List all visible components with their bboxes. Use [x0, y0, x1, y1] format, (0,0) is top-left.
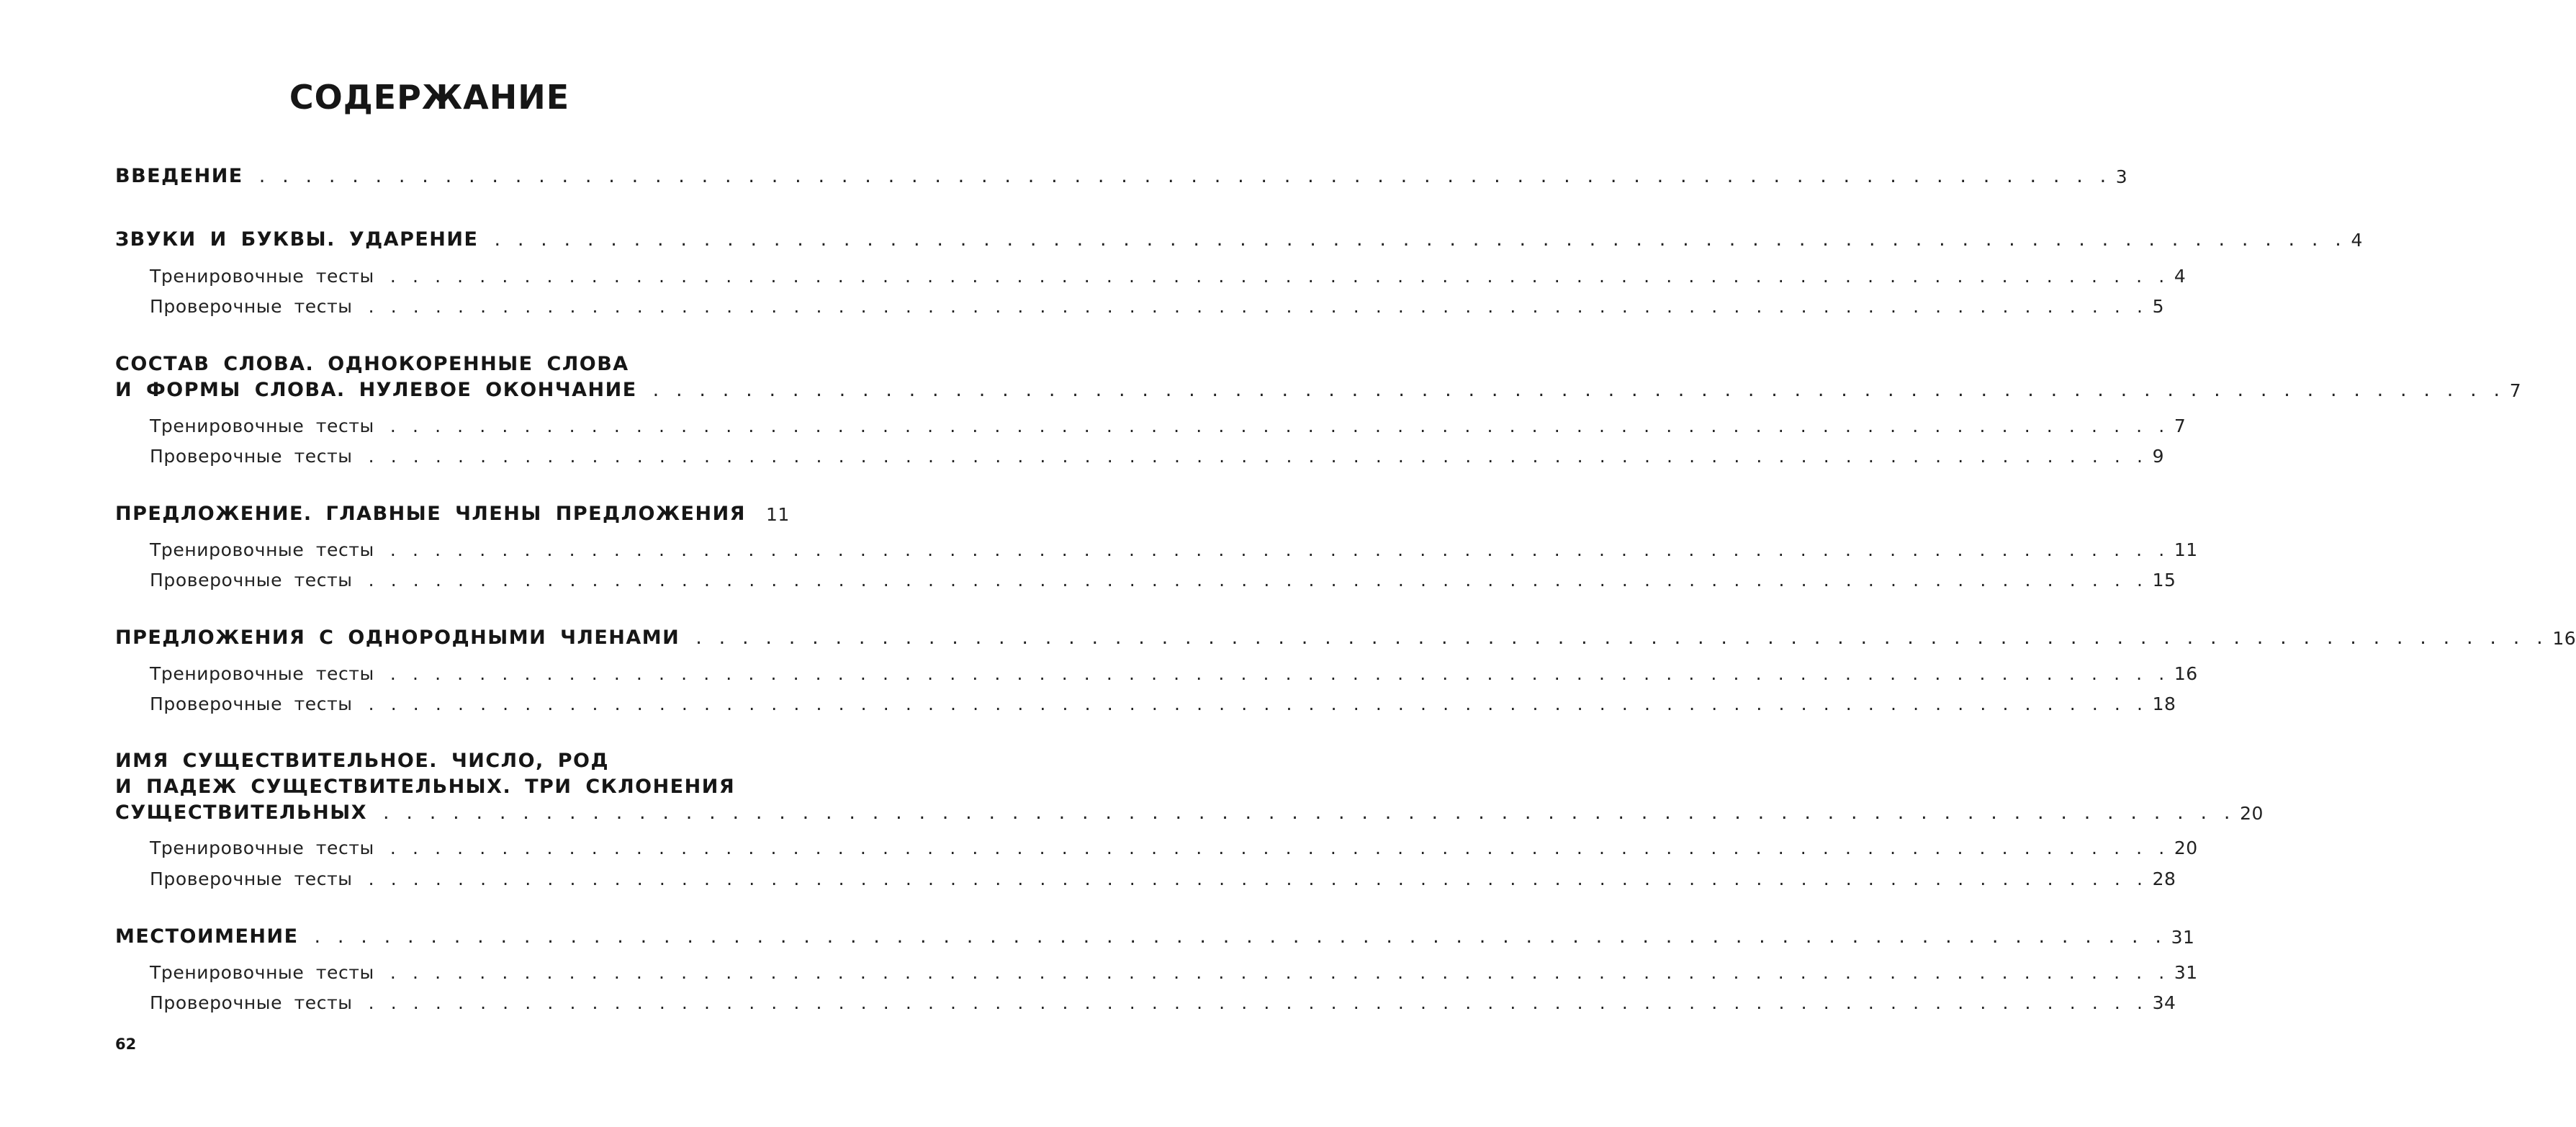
toc-subsection-training[interactable]	[150, 962, 2198, 983]
toc-page-number: 18	[2152, 693, 2176, 714]
toc-subsection-check[interactable]	[150, 868, 2176, 889]
dot-leader: . . . . . . . . . . . . . . . . . . . . . . . . . . . . . . . . . . . . . . . . . . . . . . . . . . . . . . . . . . . . . . . . . . . . . . . . . . . . . . . .	[368, 693, 2148, 714]
toc-page-number: 16	[2174, 663, 2198, 684]
dot-leader: . . . . . . . . . . . . . . . . . . . . . . . . . . . . . . . . . . . . . . . . . . . . . . . . . . . . . . . . . . . . . . . . . . . . . . . . . . . . . . . .	[389, 539, 2170, 560]
dot-leader: . . . . . . . . . . . . . . . . . . . . . . . . . . . . . . . . . . . . . . . . . . . . . . . . . . . . . . . . . . . . . . . . . . . . . . . . . . . . . . . .	[368, 296, 2148, 317]
toc-section-title: ПРЕДЛОЖЕНИЯ С ОДНОРОДНЫМИ ЧЛЕНАМИ	[115, 627, 680, 649]
toc-page-number: 3	[2115, 166, 2128, 187]
toc-section-title-line: ИМЯ СУЩЕСТВИТЕЛЬНОЕ. ЧИСЛО, РОД	[115, 750, 610, 772]
toc-section-title: ЗВУКИ И БУКВЫ. УДАРЕНИЕ	[115, 228, 479, 251]
toc-subsection-training[interactable]	[150, 266, 2187, 287]
toc-subsection-title: Проверочные тесты	[150, 296, 353, 317]
toc-page-number: 7	[2174, 416, 2187, 436]
toc-section-title: ПРЕДЛОЖЕНИЕ. ГЛАВНЫЕ ЧЛЕНЫ ПРЕДЛОЖЕНИЯ	[115, 503, 746, 525]
toc-section-title-line: И ПАДЕЖ СУЩЕСТВИТЕЛЬНЫХ. ТРИ СКЛОНЕНИЯ	[115, 776, 736, 798]
toc-subsection-title: Проверочные тесты	[150, 570, 353, 591]
toc-subsection-check[interactable]	[150, 992, 2176, 1013]
toc-page-number: 28	[2152, 868, 2176, 889]
dot-leader: . . . . . . . . . . . . . . . . . . . . . . . . . . . . . . . . . . . . . . . . . . . . . . . . . . . . . . . . . . . . . . . . . . . . . . . . . . . . . . . .	[383, 802, 2236, 824]
toc-subsection-title: Проверочные тесты	[150, 992, 353, 1013]
page-title: СОДЕРЖАНИЕ	[289, 78, 570, 117]
toc-section-sounds-letters[interactable]	[115, 228, 2363, 251]
toc-subsection-title: Тренировочные тесты	[150, 266, 374, 287]
toc-section-pronoun[interactable]	[115, 925, 2195, 948]
dot-leader: . . . . . . . . . . . . . . . . . . . . . . . . . . . . . . . . . . . . . . . . . . . . . . . . . . . . . . . . . . . . . . . . . . . . . . . . . . . . . . . .	[389, 962, 2170, 983]
toc-section-title-line: СОСТАВ СЛОВА. ОДНОКОРЕННЫЕ СЛОВА	[115, 353, 629, 375]
toc-page-number: 7	[2509, 380, 2522, 401]
toc-subsection-title: Проверочные тесты	[150, 446, 353, 467]
page-number: 62	[115, 1036, 137, 1053]
toc-subsection-title: Тренировочные тесты	[150, 838, 374, 858]
toc-subsection-training[interactable]	[150, 838, 2198, 858]
toc-subsection-title: Тренировочные тесты	[150, 539, 374, 560]
toc-subsection-title: Тренировочные тесты	[150, 416, 374, 436]
toc-section-title: ВВЕДЕНИЕ	[115, 165, 243, 187]
dot-leader: . . . . . . . . . . . . . . . . . . . . . . . . . . . . . . . . . . . . . . . . . . . . . . . . . . . . . . . . . . . . . . . . . . . . . . . . . . . . . . . .	[389, 838, 2170, 858]
toc-page-number: 34	[2152, 992, 2176, 1013]
toc-page-number: 31	[2174, 962, 2198, 983]
toc-page-number: 4	[2174, 266, 2187, 287]
toc-subsection-check[interactable]	[150, 693, 2176, 714]
toc-section-title: МЕСТОИМЕНИЕ	[115, 925, 299, 948]
toc-section-noun[interactable]	[115, 802, 2264, 824]
dot-leader: . . . . . . . . . . . . . . . . . . . . . . . . . . . . . . . . . . . . . . . . . . . . . . . . . . . . . . . . . . . . . . . . . . . . . . . . . . . . . . . .	[368, 570, 2148, 591]
toc-subsection-title: Тренировочные тесты	[150, 962, 374, 983]
dot-leader: . . . . . . . . . . . . . . . . . . . . . . . . . . . . . . . . . . . . . . . . . . . . . . . . . . . . . . . . . . . . . . . . . . . . . . . . . . . . . . . .	[494, 228, 2347, 251]
dot-leader: . . . . . . . . . . . . . . . . . . . . . . . . . . . . . . . . . . . . . . . . . . . . . . . . . . . . . . . . . . . . . . . . . . . . . . . . . . . . . . . .	[389, 663, 2170, 684]
toc-section-title: И ФОРМЫ СЛОВА. НУЛЕВОЕ ОКОНЧАНИЕ	[115, 379, 637, 401]
toc-subsection-check[interactable]	[150, 570, 2176, 591]
toc-page-number: 20	[2174, 838, 2198, 858]
toc-subsection-title: Тренировочные тесты	[150, 663, 374, 684]
toc-subsection-title: Проверочные тесты	[150, 693, 353, 714]
toc-page-number: 11	[765, 504, 790, 525]
toc-section-title: СУЩЕСТВИТЕЛЬНЫХ	[115, 802, 368, 824]
toc-section-homogeneous[interactable]	[115, 627, 2576, 649]
toc-page-number: 5	[2152, 296, 2164, 317]
toc-subsection-check[interactable]	[150, 296, 2164, 317]
dot-leader: . . . . . . . . . . . . . . . . . . . . . . . . . . . . . . . . . . . . . . . . . . . . . . . . . . . . . . . . . . . . . . . . . . . . . . . . . . . . . . . .	[389, 416, 2170, 436]
dot-leader: . . . . . . . . . . . . . . . . . . . . . . . . . . . . . . . . . . . . . . . . . . . . . . . . . . . . . . . . . . . . . . . . . . . . . . . . . . . . . . . .	[389, 266, 2170, 287]
toc-subsection-training[interactable]	[150, 663, 2198, 684]
toc-subsection-title: Проверочные тесты	[150, 868, 353, 889]
toc-subsection-check[interactable]	[150, 446, 2164, 467]
toc-subsection-training[interactable]	[150, 416, 2187, 436]
toc-page-number: 20	[2240, 803, 2264, 824]
dot-leader: . . . . . . . . . . . . . . . . . . . . . . . . . . . . . . . . . . . . . . . . . . . . . . . . . . . . . . . . . . . . . . . . . . . . . . . . . . . . . . . .	[368, 868, 2148, 889]
toc-page-number: 15	[2152, 570, 2176, 591]
toc-page-number: 31	[2171, 927, 2195, 948]
toc-page-number: 4	[2351, 230, 2363, 251]
dot-leader: . . . . . . . . . . . . . . . . . . . . . . . . . . . . . . . . . . . . . . . . . . . . . . . . . . . . . . . . . . . . . . . . . . . . . . . . . . . . . . . .	[314, 925, 2167, 948]
dot-leader: . . . . . . . . . . . . . . . . . . . . . . . . . . . . . . . . . . . . . . . . . . . . . . . . . . . . . . . . . . . . . . . . . . . . . . . . . . . . . . . .	[695, 627, 2549, 649]
toc-page-number: 9	[2152, 446, 2164, 467]
toc-section-introduction[interactable]	[115, 165, 2128, 187]
toc-subsection-training[interactable]	[150, 539, 2198, 560]
dot-leader: . . . . . . . . . . . . . . . . . . . . . . . . . . . . . . . . . . . . . . . . . . . . . . . . . . . . . . . . . . . . . . . . . . . . . . . . . . . . . . . .	[258, 165, 2112, 187]
toc-page-number: 16	[2552, 628, 2576, 649]
toc-section-word-structure[interactable]	[115, 379, 2522, 401]
dot-leader: . . . . . . . . . . . . . . . . . . . . . . . . . . . . . . . . . . . . . . . . . . . . . . . . . . . . . . . . . . . . . . . . . . . . . . . . . . . . . . . .	[652, 379, 2505, 401]
toc-page-number: 11	[2174, 539, 2198, 560]
toc-section-sentence[interactable]	[115, 503, 790, 525]
dot-leader: . . . . . . . . . . . . . . . . . . . . . . . . . . . . . . . . . . . . . . . . . . . . . . . . . . . . . . . . . . . . . . . . . . . . . . . . . . . . . . . .	[368, 992, 2148, 1013]
dot-leader: . . . . . . . . . . . . . . . . . . . . . . . . . . . . . . . . . . . . . . . . . . . . . . . . . . . . . . . . . . . . . . . . . . . . . . . . . . . . . . . .	[368, 446, 2148, 467]
